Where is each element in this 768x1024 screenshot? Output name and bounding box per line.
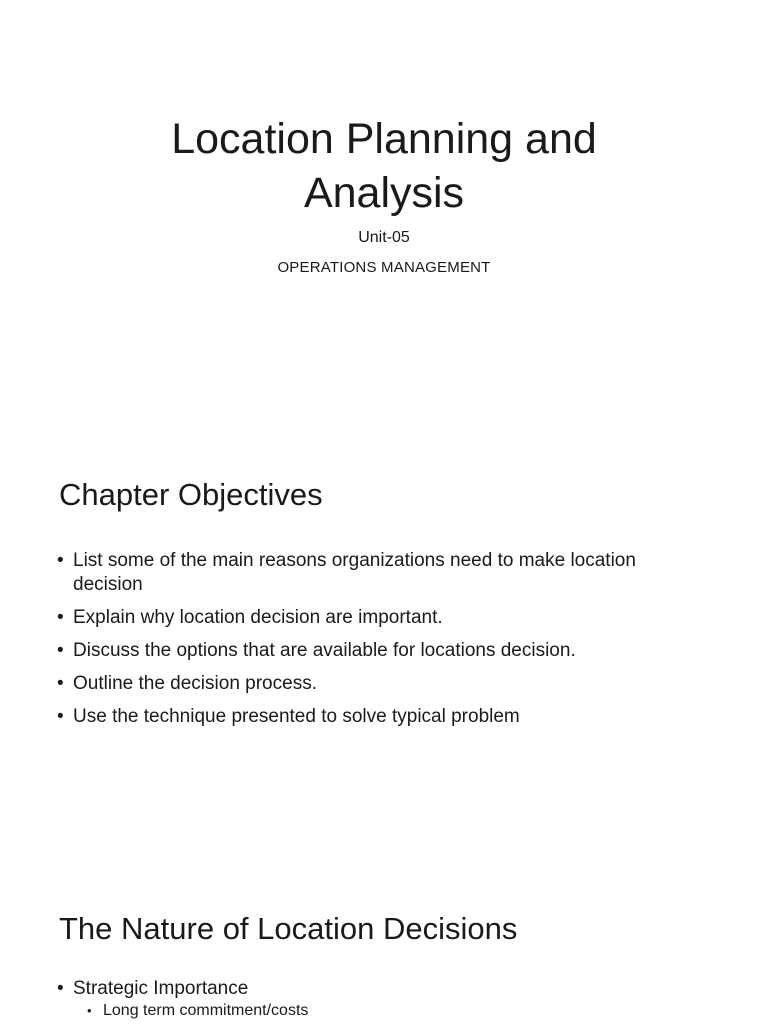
bullet-list xyxy=(57,977,708,1023)
sub-bullet-icon: • xyxy=(87,1003,92,1018)
list-item xyxy=(57,705,708,729)
list-item xyxy=(57,639,708,663)
bullet-icon: • xyxy=(57,550,64,571)
sub-list-item-text: Long term commitment/costs xyxy=(103,1002,309,1019)
sub-bullet-list xyxy=(73,1001,708,1021)
list-item-text: List some of the main reasons organizations need to make location decision xyxy=(73,550,636,595)
bullet-list xyxy=(57,549,708,738)
location-decisions-slide xyxy=(0,864,768,1024)
bullet-icon: • xyxy=(57,673,64,694)
objectives-slide xyxy=(0,432,768,864)
list-item xyxy=(57,672,708,696)
list-item xyxy=(57,606,708,630)
list-item-text: Explain why location decision are important. xyxy=(73,607,443,628)
bullet-icon: • xyxy=(57,607,64,628)
unit-label: Unit-05 xyxy=(358,229,410,246)
list-item-text: Strategic Importance xyxy=(73,978,249,999)
list-item xyxy=(57,977,708,1021)
subject-label: OPERATIONS MANAGEMENT xyxy=(277,259,491,276)
slide-heading: Chapter Objectives xyxy=(59,477,323,512)
bullet-icon: • xyxy=(57,640,64,661)
slide-heading: The Nature of Location Decisions xyxy=(59,911,518,946)
sub-list-item xyxy=(73,1001,708,1021)
bullet-icon: • xyxy=(57,706,64,727)
title-slide xyxy=(0,0,768,432)
presentation-title: Location Planning and Analysis xyxy=(171,115,597,217)
list-item-text: Discuss the options that are available for locations decision. xyxy=(73,640,576,661)
list-item-text: Use the technique presented to solve typical problem xyxy=(73,706,520,727)
list-item-text: Outline the decision process. xyxy=(73,673,317,694)
list-item xyxy=(57,549,708,597)
bullet-icon: • xyxy=(57,978,64,999)
